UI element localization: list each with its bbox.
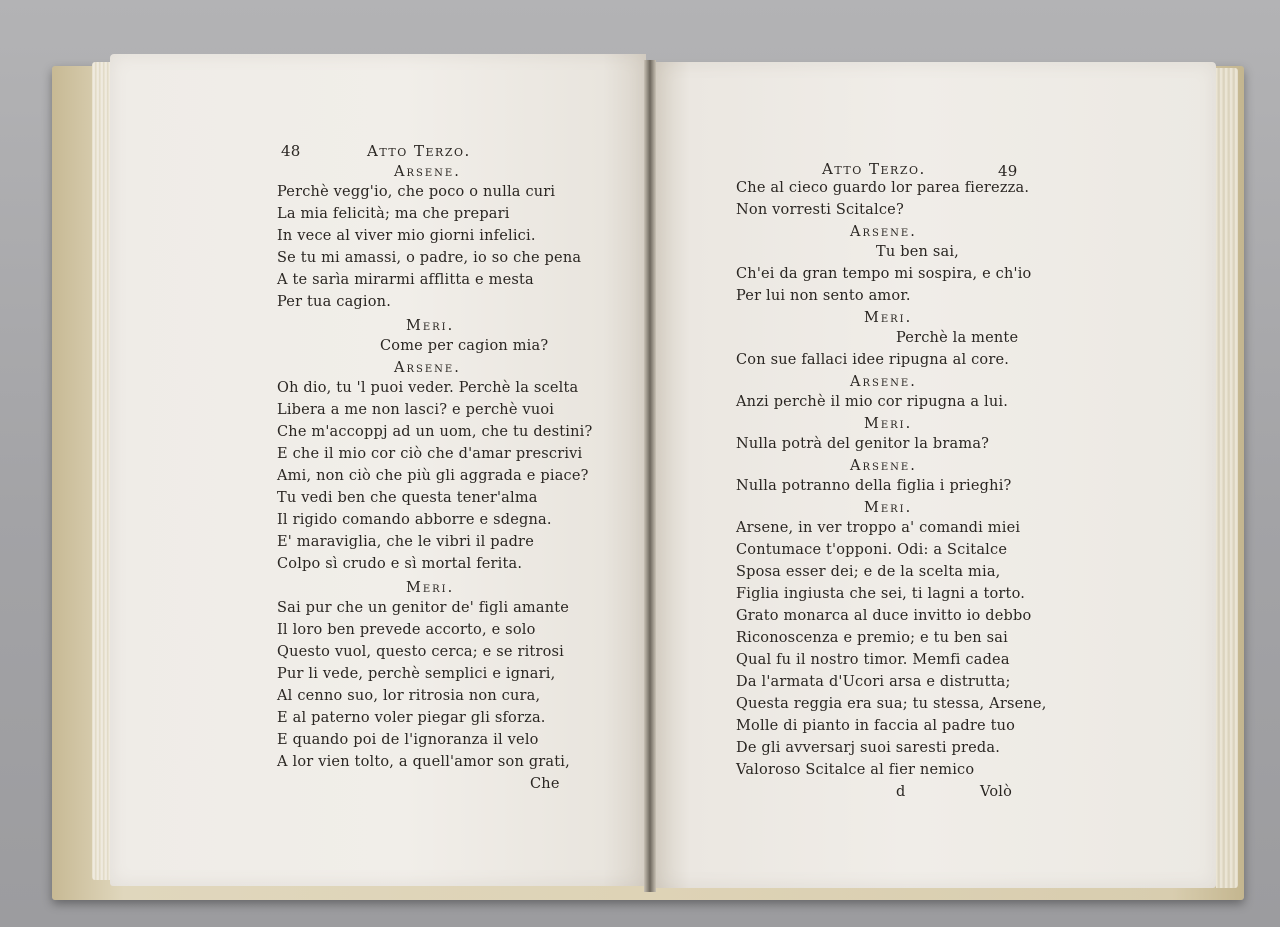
verse-line: Nulla potranno della figlia i prieghi? bbox=[736, 478, 1012, 494]
speaker-label: Meri. bbox=[864, 500, 913, 516]
speaker-label: Meri. bbox=[406, 318, 455, 334]
verse-line: E quando poi de l'ignoranza il velo bbox=[277, 732, 539, 748]
verse-line: Sposa esser dei; e de la scelta mia, bbox=[736, 564, 1001, 580]
verse-line: A lor vien tolto, a quell'amor son grati, bbox=[277, 754, 570, 770]
verse-line: Perchè vegg'io, che poco o nulla curi bbox=[277, 184, 556, 200]
left-page-text bbox=[110, 54, 646, 886]
verse-line: Al cenno suo, lor ritrosia non cura, bbox=[277, 688, 541, 704]
right-page bbox=[656, 62, 1216, 888]
left-page-number: 48 bbox=[281, 142, 301, 160]
verse-line: Non vorresti Scitalce? bbox=[736, 202, 904, 218]
open-book bbox=[52, 52, 1244, 902]
verse-line: E' maraviglia, che le vibri il padre bbox=[277, 534, 534, 550]
verse-line: E al paterno voler piegar gli sforza. bbox=[277, 710, 546, 726]
speaker-label: Meri. bbox=[864, 416, 913, 432]
verse-line: Arsene, in ver troppo a' comandi miei bbox=[736, 520, 1021, 536]
verse-line: Figlia ingiusta che sei, ti lagni a torto. bbox=[736, 586, 1026, 602]
verse-line: Oh dio, tu 'l puoi veder. Perchè la scelta bbox=[277, 380, 579, 396]
speaker-label: Meri. bbox=[406, 580, 455, 596]
speaker-label: Arsene. bbox=[850, 458, 917, 474]
book-gutter bbox=[644, 60, 656, 892]
verse-line: Con sue fallaci idee ripugna al core. bbox=[736, 352, 1010, 368]
verse-line: Valoroso Scitalce al fier nemico bbox=[736, 762, 975, 778]
verse-line: Per lui non sento amor. bbox=[736, 288, 911, 304]
verse-line: Sai pur che un genitor de' figli amante bbox=[277, 600, 570, 616]
verse-line: Per tua cagion. bbox=[277, 294, 392, 310]
speaker-label: Arsene. bbox=[394, 360, 461, 376]
verse-line: Perchè la mente bbox=[896, 330, 1019, 346]
speaker-label: Meri. bbox=[864, 310, 913, 326]
verse-line: Che m'accoppj ad un uom, che tu destini? bbox=[277, 424, 593, 440]
verse-line: Anzi perchè il mio cor ripugna a lui. bbox=[736, 394, 1009, 410]
verse-line: Grato monarca al duce invitto io debbo bbox=[736, 608, 1032, 624]
verse-line: Ami, non ciò che più gli aggrada e piace? bbox=[277, 468, 589, 484]
verse-line: Libera a me non lasci? e perchè vuoi bbox=[277, 402, 555, 418]
verse-line: Questa reggia era sua; tu stessa, Arsene, bbox=[736, 696, 1047, 712]
catchword: Che bbox=[530, 776, 560, 792]
verse-line: Il rigido comando abborre e sdegna. bbox=[277, 512, 552, 528]
verse-line: Il loro ben prevede accorto, e solo bbox=[277, 622, 536, 638]
right-running-head: Atto Terzo. bbox=[822, 160, 926, 178]
verse-line: Che al cieco guardo lor parea fierezza. bbox=[736, 180, 1030, 196]
verse-line: Molle di pianto in faccia al padre tuo bbox=[736, 718, 1016, 734]
catchword: Volò bbox=[980, 784, 1013, 800]
verse-line: Pur li vede, perchè semplici e ignari, bbox=[277, 666, 556, 682]
right-page-number: 49 bbox=[998, 162, 1018, 180]
verse-line: Tu vedi ben che questa tener'alma bbox=[277, 490, 538, 506]
verse-line: Se tu mi amassi, o padre, io so che pena bbox=[277, 250, 582, 266]
verse-line: Qual fu il nostro timor. Memfi cadea bbox=[736, 652, 1010, 668]
speaker-label: Arsene. bbox=[850, 224, 917, 240]
verse-line: Colpo sì crudo e sì mortal ferita. bbox=[277, 556, 523, 572]
speaker-label: Arsene. bbox=[394, 164, 461, 180]
verse-line: Contumace t'opponi. Odi: a Scitalce bbox=[736, 542, 1008, 558]
left-page bbox=[110, 54, 646, 886]
verse-line: Ch'ei da gran tempo mi sospira, e ch'io bbox=[736, 266, 1032, 282]
verse-line: Da l'armata d'Ucori arsa e distrutta; bbox=[736, 674, 1011, 690]
verse-line: Nulla potrà del genitor la brama? bbox=[736, 436, 990, 452]
signature-mark: d bbox=[896, 784, 906, 800]
verse-line: Questo vuol, questo cerca; e se ritrosi bbox=[277, 644, 564, 660]
speaker-label: Arsene. bbox=[850, 374, 917, 390]
verse-line: E che il mio cor ciò che d'amar prescrivi bbox=[277, 446, 583, 462]
verse-line: A te sarìa mirarmi afflitta e mesta bbox=[277, 272, 534, 288]
left-running-head: Atto Terzo. bbox=[367, 142, 471, 160]
verse-line: Riconoscenza e premio; e tu ben sai bbox=[736, 630, 1008, 646]
verse-line: In vece al viver mio giorni infelici. bbox=[277, 228, 536, 244]
right-page-text bbox=[656, 62, 1216, 888]
verse-line: Come per cagion mia? bbox=[380, 338, 549, 354]
verse-line: Tu ben sai, bbox=[876, 244, 959, 260]
verse-line: La mia felicità; ma che prepari bbox=[277, 206, 510, 222]
verse-line: De gli avversarj suoi saresti preda. bbox=[736, 740, 1001, 756]
